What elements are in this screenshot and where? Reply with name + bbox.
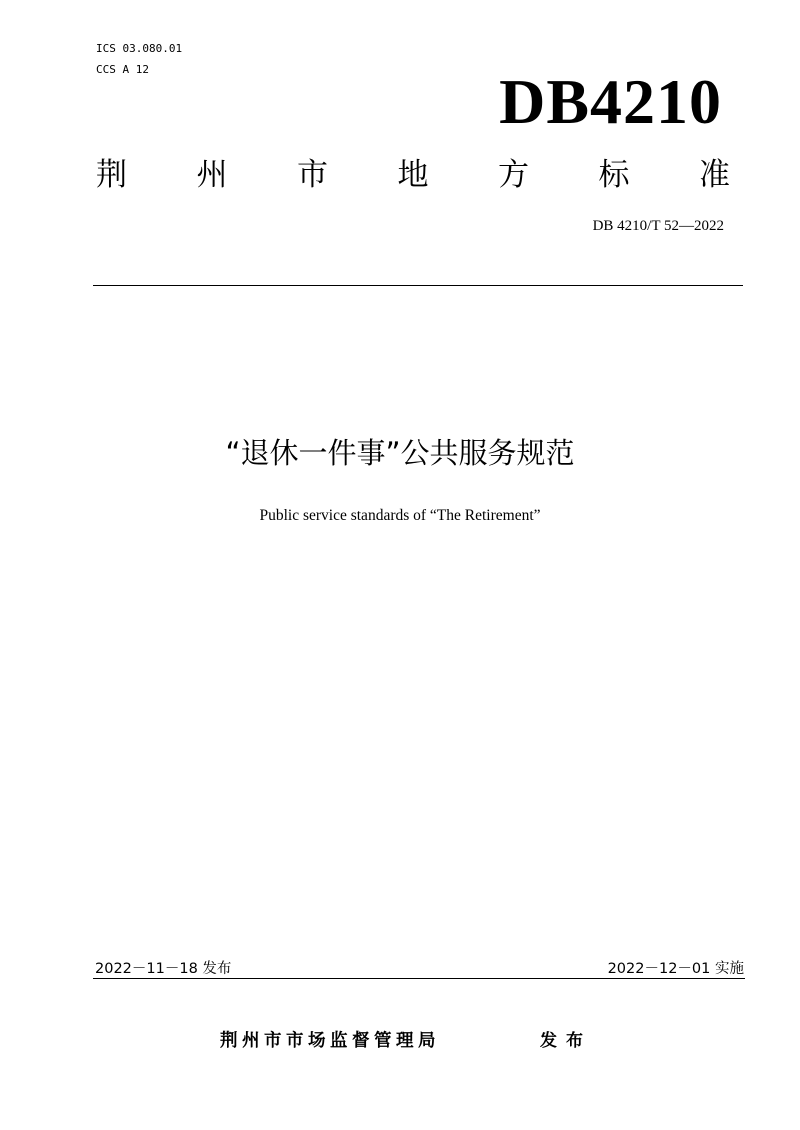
publish-label: 发布 xyxy=(540,1031,592,1051)
standard-number: DB 4210/T 52—2022 xyxy=(592,218,724,234)
standard-type-char: 地 xyxy=(397,157,429,193)
standard-type-char: 准 xyxy=(699,157,730,193)
standard-type-char: 荆 xyxy=(96,157,127,193)
standard-type-char: 市 xyxy=(297,157,328,193)
document-title-en: Public service standards of “The Retirement” xyxy=(259,507,541,524)
publisher-name: 荆州市市场监督管理局 xyxy=(220,1031,440,1051)
standard-type-char: 方 xyxy=(498,157,529,193)
footer-divider xyxy=(93,978,745,979)
ics-code: ICS 03.080.01 xyxy=(96,42,183,55)
standard-logo: DB4210 xyxy=(499,66,722,137)
implementation-date: 2022－12－01 实施 xyxy=(607,961,744,977)
issue-date: 2022－11－18 发布 xyxy=(95,961,232,977)
standard-type-heading xyxy=(96,155,730,195)
document-title-cn: “退休一件事”公共服务规范 xyxy=(225,436,575,470)
standard-type-char: 州 xyxy=(196,157,228,193)
header-divider xyxy=(93,285,743,286)
ccs-code: CCS A 12 xyxy=(96,63,149,76)
standard-type-char: 标 xyxy=(598,157,630,193)
